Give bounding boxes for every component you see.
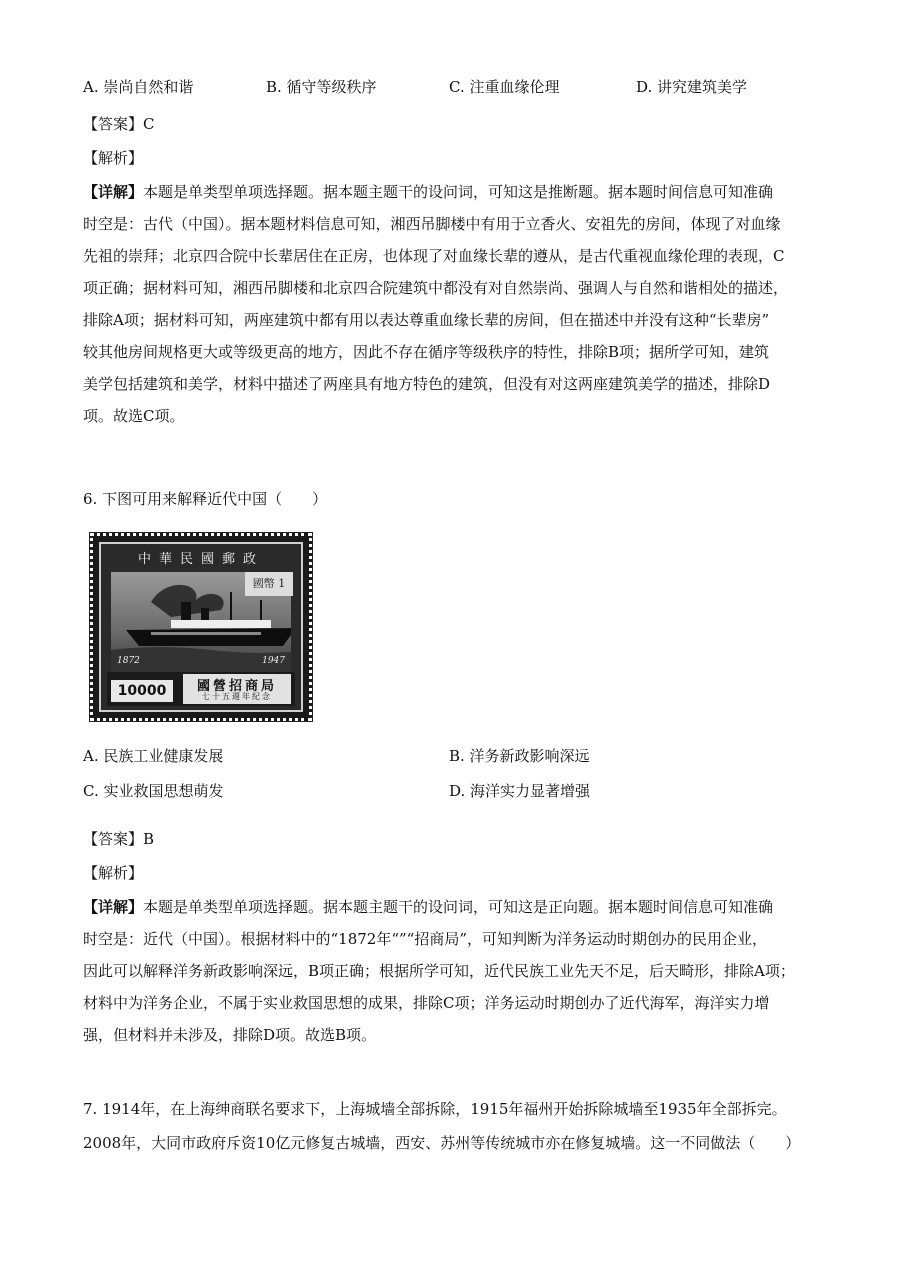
- q5-option-c: C. 注重血缘伦理: [449, 78, 560, 96]
- q7-line: 7. 1914年，在上海绅商联名要求下，上海城墙全部拆除，1915年福州开始拆除城墙至1935年全部拆完。: [83, 1100, 787, 1118]
- q6-analysis-label: 【解析】: [83, 864, 144, 882]
- stamp-caption-sub: 七十五週年紀念: [202, 692, 272, 701]
- q5-detail-line: 项。故选C项。: [83, 407, 185, 425]
- stamp-year-right: 1947: [262, 656, 285, 666]
- q5-detail-line: 本题是单类型单项选择题。据本题主题干的设问词，可知这是推断题。据本题时间信息可知准确: [143, 183, 774, 201]
- q6-option-d: D. 海洋实力显著增强: [449, 782, 591, 800]
- q6-option-a: A. 民族工业健康发展: [83, 747, 224, 765]
- stamp-value: 10000: [111, 680, 173, 702]
- q6-detail-line: 材料中为洋务企业，不属于实业救国思想的成果，排除C项；洋务运动时期创办了近代海军，海洋实力增: [83, 994, 770, 1012]
- q5-answer: 【答案】C: [83, 115, 155, 133]
- q5-detail-label: 【详解】: [83, 183, 144, 201]
- q6-option-c: C. 实业救国思想萌发: [83, 782, 224, 800]
- q6-option-b: B. 洋务新政影响深远: [449, 747, 590, 765]
- q5-option-b: B. 循守等级秩序: [266, 78, 377, 96]
- stamp-bottom-band: [107, 672, 295, 706]
- stamp-image: [90, 533, 312, 721]
- q6-question: 6. 下图可用来解释近代中国（ ）: [83, 490, 328, 508]
- q5-detail: [83, 176, 823, 432]
- q5-detail-line: 项正确；据材料可知，湘西吊脚楼和北京四合院建筑中都没有对自然崇尚、强调人与自然和谐相处的描述，: [83, 279, 789, 297]
- stamp-caption: [183, 674, 291, 704]
- q7-line: 2008年，大同市政府斥资10亿元修复古城墙，西安、苏州等传统城市亦在修复城墙。这一不同做法（ ）: [83, 1134, 801, 1152]
- stamp-top-text: 中華民國郵政: [137, 552, 264, 567]
- q6-answer: 【答案】B: [83, 830, 155, 848]
- q5-analysis-label: 【解析】: [83, 149, 144, 167]
- q6-detail-line: 时空是：近代（中国）。根据材料中的“1872年“”“招商局”，可知判断为洋务运动时期创办的民用企业，: [83, 930, 768, 948]
- q5-option-a: A. 崇尚自然和谐: [83, 78, 194, 96]
- q5-detail-line: 较其他房间规格更大或等级更高的地方，因此不存在循序等级秩序的特性，排除B项；据所学可知，建筑: [83, 343, 770, 361]
- q5-detail-line: 时空是：古代（中国）。据本题材料信息可知，湘西吊脚楼中有用于立香火、安祖先的房间，体现了对血缘: [83, 215, 781, 233]
- stamp-caption-main: 國營招商局: [196, 679, 277, 694]
- q6-detail-line: 因此可以解释洋务新政影响深远，B项正确；根据所学可知，近代民族工业先天不足，后天畸形，排除A项；: [83, 962, 795, 980]
- q5-detail-line: 美学包括建筑和美学，材料中描述了两座具有地方特色的建筑，但没有对这两座建筑美学的描述，排除D: [83, 375, 771, 393]
- q5-option-d: D. 讲究建筑美学: [636, 78, 748, 96]
- q5-detail-line: 排除A项；据材料可知，两座建筑中都有用以表达尊重血缘长辈的房间，但在描述中并没有这种“长辈房”: [83, 311, 770, 329]
- q6-detail: [83, 891, 823, 1051]
- q5-detail-line: 先祖的崇拜；北京四合院中长辈居住在正房，也体现了对血缘长辈的遵从，是古代重视血缘伦理的表现，C: [83, 247, 785, 265]
- stamp-year-left: 1872: [117, 656, 140, 666]
- q7-question: [83, 1092, 823, 1160]
- stamp-denomination-top: 國幣 1: [245, 572, 293, 596]
- q6-detail-line: 强，但材料并未涉及，排除D项。故选B项。: [83, 1026, 377, 1044]
- q6-detail-line: 本题是单类型单项选择题。据本题主题干的设问词，可知这是正向题。据本题时间信息可知准确: [143, 898, 774, 916]
- q6-detail-label: 【详解】: [83, 898, 144, 916]
